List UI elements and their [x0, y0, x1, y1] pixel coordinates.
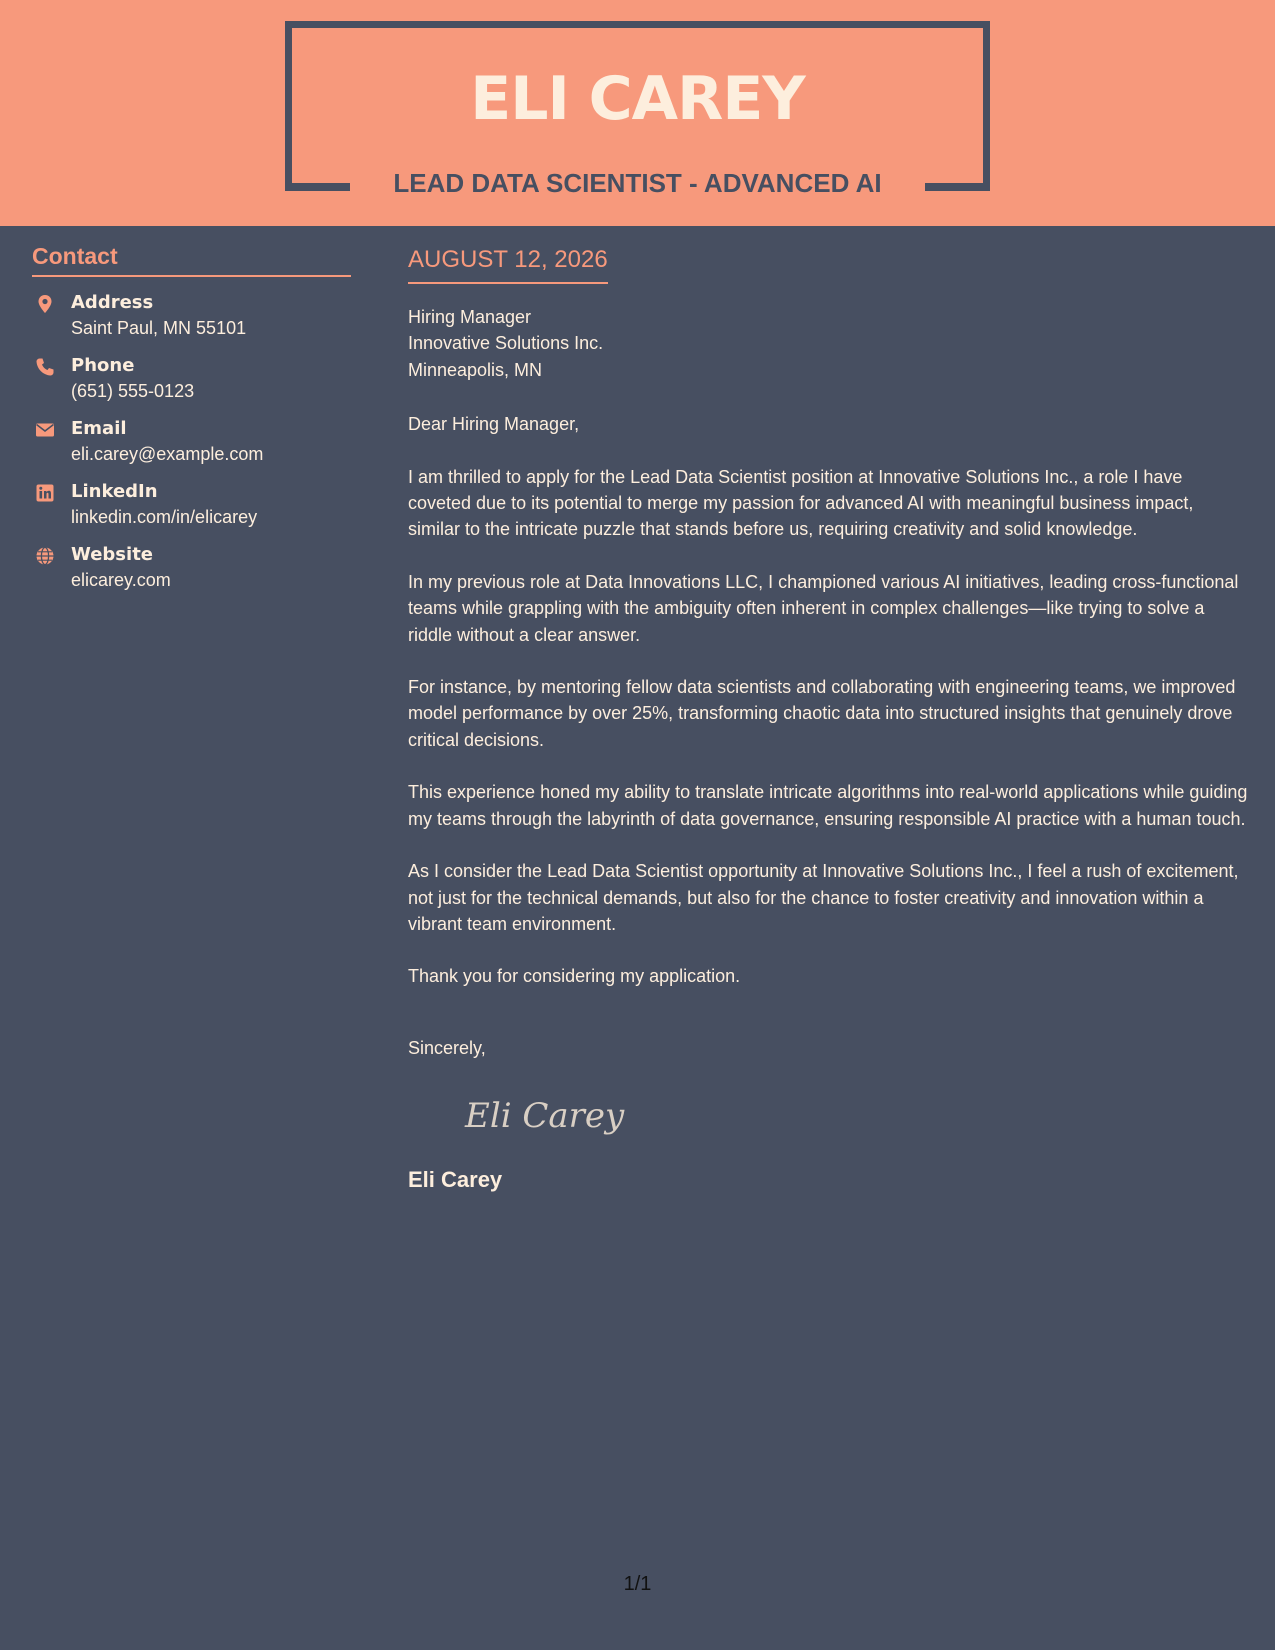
paragraph: I am thrilled to apply for the Lead Data Scientist position at Innovative Solutions Inc., a role I have coveted due to its potential to merge my passion for advanced AI with meaningful business impact, similar to the intricate puzzle that stands before us, requiring creativity and solid knowledge. — [408, 466, 1194, 540]
recipient-block — [408, 304, 1248, 383]
applicant-name: ELI CAREY — [470, 64, 805, 134]
contact-label-phone: Phone — [71, 355, 135, 376]
recipient-company: Innovative Solutions Inc. — [408, 333, 604, 354]
handwritten-signature — [463, 1091, 633, 1139]
contact-linkedin — [32, 480, 351, 531]
contact-value-address: Saint Paul, MN 55101 — [71, 318, 247, 338]
paragraph: Thank you for considering my application. — [408, 966, 741, 987]
contact-address — [32, 291, 351, 342]
contact-value-linkedin: linkedin.com/in/elicarey — [71, 507, 258, 527]
contact-value-email: eli.carey@example.com — [71, 444, 264, 464]
linkedin-icon — [35, 483, 55, 503]
svg-text:Eli Carey: Eli Carey — [465, 1096, 625, 1137]
contact-value-phone: (651) 555-0123 — [71, 381, 195, 401]
frame-top-bar — [285, 21, 990, 28]
recipient-location: Minneapolis, MN — [408, 359, 543, 380]
signer-name: Eli Carey — [408, 1167, 503, 1193]
contact-sidebar — [32, 240, 351, 594]
page-number: 1/1 — [623, 1573, 652, 1595]
contact-label-email: Email — [71, 418, 127, 439]
contact-value-website: elicarey.com — [71, 570, 171, 590]
envelope-icon — [35, 420, 55, 440]
contact-website — [32, 543, 351, 594]
header-band — [0, 0, 1275, 226]
letter-body — [408, 244, 1248, 1195]
contact-phone — [32, 354, 351, 405]
contact-label-address: Address — [71, 292, 154, 313]
contact-label-linkedin: LinkedIn — [71, 481, 158, 502]
paragraph: This experience honed my ability to translate intricate algorithms into real-world applications while guiding my teams through the labyrinth of data governance, ensuring responsible AI practice with a human touch. — [408, 782, 1248, 829]
paragraph: In my previous role at Data Innovations LLC, I championed various AI initiatives, leading cross-functional teams while grappling with the ambiguity often inherent in complex challenges—like trying to solve a riddle without a clear answer. — [408, 571, 1239, 645]
contact-label-website: Website — [71, 544, 154, 565]
closing-line: Sincerely, — [408, 1037, 486, 1058]
phone-icon — [35, 357, 55, 377]
recipient-title: Hiring Manager — [408, 307, 532, 327]
contact-email — [32, 417, 351, 468]
letter-date: AUGUST 12, 2026 — [408, 244, 608, 284]
contact-heading: Contact — [32, 240, 351, 277]
paragraph: As I consider the Lead Data Scientist opportunity at Innovative Solutions Inc., I feel a rush of excitement, not just for the technical demands, but also for the chance to foster creativity and innovation within a vibrant team environment. — [408, 861, 1239, 934]
paragraph: For instance, by mentoring fellow data scientists and collaborating with engineering teams, we improved model performance by over 25%, transforming chaotic data into structured insights that genuinely drove critical decisions. — [408, 677, 1236, 750]
globe-icon — [35, 546, 55, 566]
salutation: Dear Hiring Manager, — [408, 414, 580, 435]
job-title: LEAD DATA SCIENTIST - ADVANCED AI — [393, 168, 882, 198]
map-pin-icon — [35, 294, 55, 314]
